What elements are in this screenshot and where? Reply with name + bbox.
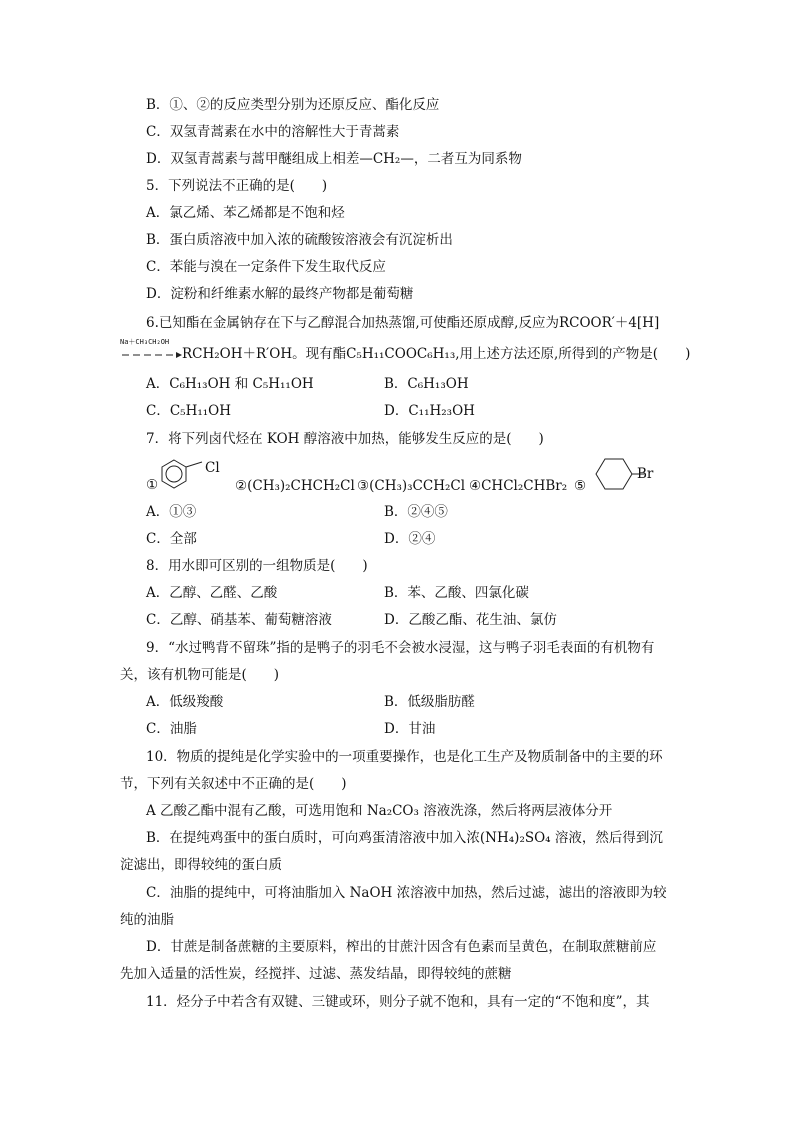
q8-stem: 8．用水即可区别的一组物质是( ) — [146, 558, 368, 574]
q10-option-d-line2: 先加入适量的活性炭，经搅拌、过滤、蒸发结晶，即得较纯的蔗糖 — [120, 966, 512, 982]
q9-stem-line2: 关，该有机物可能是( ) — [120, 667, 280, 683]
q8-option-c: C．乙醇、硝基苯、葡萄糖溶液 — [146, 612, 332, 628]
q7-option-d: D．②④ — [384, 531, 436, 547]
q9-stem-line1: 9．“水过鸭背不留珠”指的是鸭子的羽毛不会被水浸湿，这与鸭子羽毛表面的有机物有 — [146, 640, 655, 656]
q6-stem: 6.已知酯在金属钠存在下与乙醇混合加热蒸馏,可使酯还原成醇,反应为RCOOR′＋4[H] — [146, 315, 660, 331]
q9-option-d: D．甘油 — [384, 721, 436, 737]
q10-option-a: A 乙酸乙酯中混有乙酸，可选用饱和 Na₂CO₃ 溶液洗涤，然后将两层液体分开 — [146, 803, 613, 819]
q7-item1-substituent: Cl — [205, 460, 220, 476]
arrow-icon — [120, 348, 182, 362]
reaction-arrow-label: Na＋CH₃CH₂OH — [120, 338, 170, 346]
q10-stem-line1: 10．物质的提纯是化学实验中的一项重要操作，也是化工生产及物质制备中的主要的环 — [146, 749, 663, 765]
q9-option-a: A．低级羧酸 — [146, 694, 224, 710]
q4-option-d: D．双氢青蒿素与蒿甲醚组成上相差—CH₂—，二者互为同系物 — [146, 151, 522, 167]
q8-option-d: D．乙酸乙酯、花生油、氯仿 — [384, 612, 557, 628]
q5-option-c: C．苯能与溴在一定条件下发生取代反应 — [146, 259, 386, 275]
q6-option-c: C．C₅H₁₁OH — [146, 403, 232, 419]
q4-option-b: B．①、②的反应类型分别为还原反应、酯化反应 — [146, 97, 440, 113]
q6-option-a: A．C₆H₁₃OH 和 C₅H₁₁OH — [146, 376, 314, 392]
q8-option-a: A．乙醇、乙醛、乙酸 — [146, 585, 278, 601]
q10-stem-line2: 节，下列有关叙述中不正确的是( ) — [120, 776, 347, 792]
q7-item1-number: ① — [146, 477, 159, 493]
q8-option-b: B．苯、乙酸、四氯化碳 — [384, 585, 529, 601]
q6-option-b: B．C₆H₁₃OH — [384, 376, 469, 392]
q7-item5-substituent: Br — [637, 466, 654, 482]
q7-item3: ③(CH₃)₃CCH₂Cl — [357, 478, 466, 494]
q10-option-c-line2: 纯的油脂 — [120, 912, 174, 928]
q10-option-c-line1: C．油脂的提纯中，可将油脂加入 NaOH 浓溶液中加热，然后过滤，滤出的溶液即为较 — [146, 885, 667, 901]
q7-option-c: C．全部 — [146, 531, 197, 547]
q6-stem-line2: RCH₂OH＋R′OH。现有酯C₅H₁₁COOC₆H₁₃,用上述方法还原,所得到的产物是( ) — [182, 346, 691, 362]
q7-option-a: A．①③ — [146, 504, 197, 520]
q7-item2: ②(CH₃)₂CHCH₂Cl — [235, 478, 355, 494]
q9-option-c: C．油脂 — [146, 721, 197, 737]
q6-option-d: D．C₁₁H₂₃OH — [384, 403, 475, 419]
q4-option-c: C．双氢青蒿素在水中的溶解性大于青蒿素 — [146, 124, 400, 140]
q5-option-b: B．蛋白质溶液中加入浓的硫酸铵溶液会有沉淀析出 — [146, 232, 453, 248]
q10-option-b-line2: 淀滤出，即得较纯的蛋白质 — [120, 857, 282, 873]
q10-option-b-line1: B．在提纯鸡蛋中的蛋白质时，可向鸡蛋清溶液中加入浓(NH₄)₂SO₄ 溶液，然后得到沉 — [146, 830, 663, 846]
q7-option-b: B．②④⑤ — [384, 504, 448, 520]
q9-option-b: B．低级脂肪醛 — [384, 694, 475, 710]
q11-stem-line1: 11．烃分子中若含有双键、三键或环，则分子就不饱和，具有一定的“不饱和度”，其 — [146, 994, 650, 1010]
q5-option-a: A．氯乙烯、苯乙烯都是不饱和烃 — [146, 205, 345, 221]
q5-stem: 5．下列说法不正确的是( ) — [146, 178, 328, 194]
q7-item4: ④CHCl₂CHBr₂ — [469, 478, 568, 494]
q10-option-d-line1: D．甘蔗是制备蔗糖的主要原料，榨出的甘蔗汁因含有色素而呈黄色，在制取蔗糖前应 — [146, 939, 657, 955]
reaction-arrow — [120, 338, 182, 364]
q7-stem: 7．将下列卤代烃在 KOH 醇溶液中加热，能够发生反应的是( ) — [146, 431, 544, 447]
q5-option-d: D．淀粉和纤维素水解的最终产物都是葡萄糖 — [146, 286, 414, 302]
q7-item5-number: ⑤ — [574, 478, 587, 494]
